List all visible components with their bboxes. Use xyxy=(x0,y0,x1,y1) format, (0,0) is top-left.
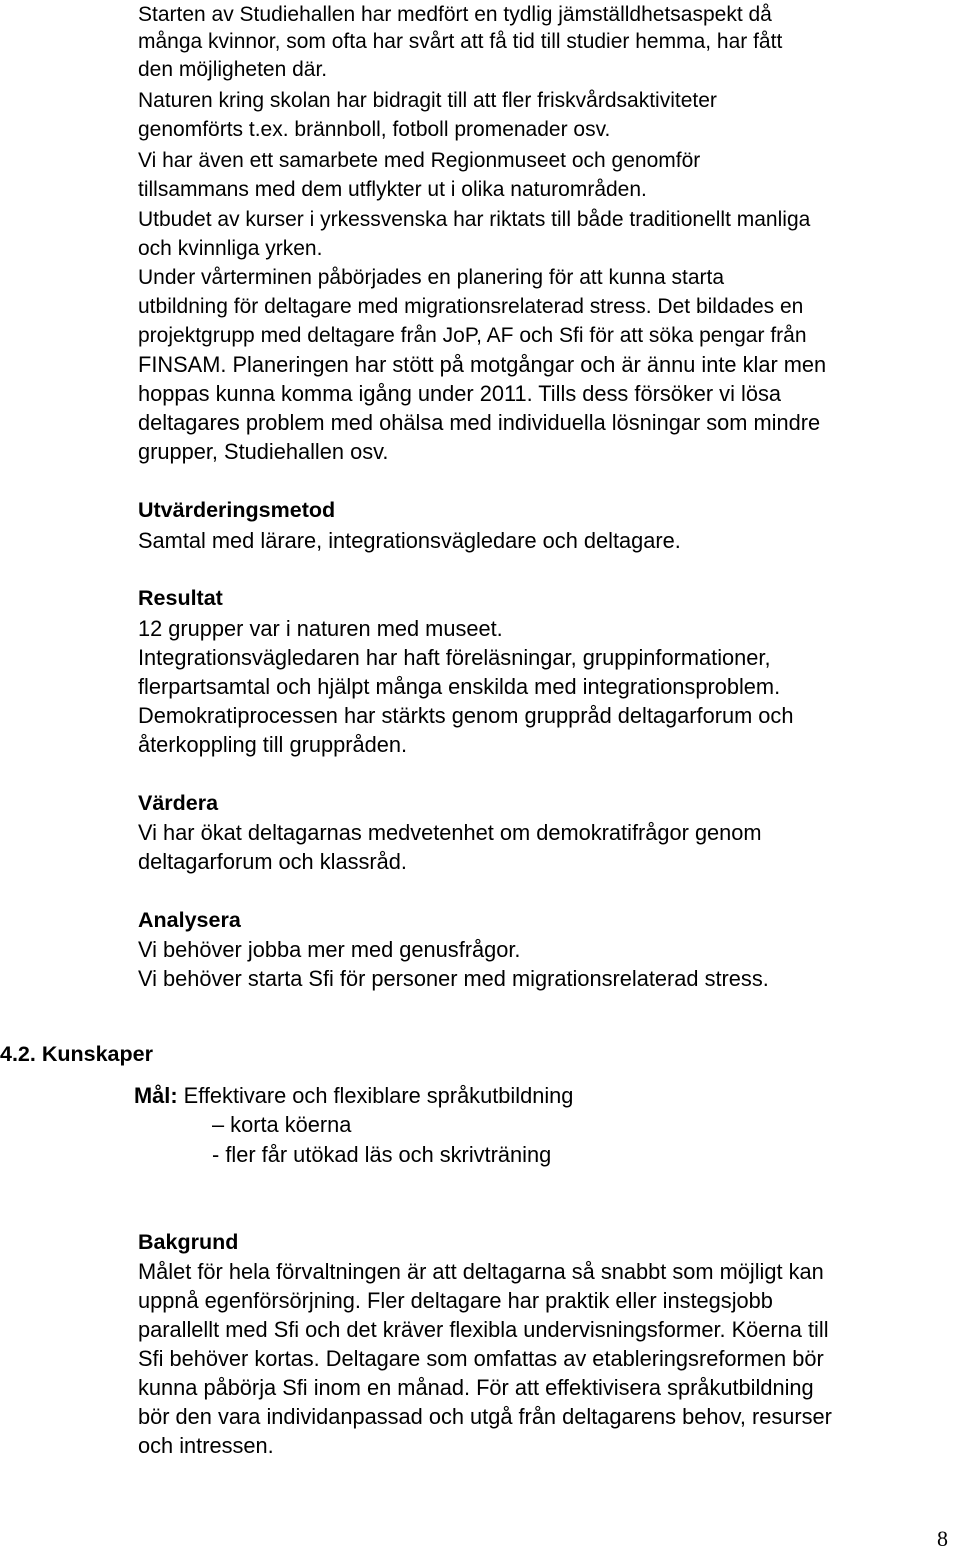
text-line: Demokratiprocessen har stärkts genom gruppråd deltagarforum och xyxy=(138,703,794,728)
text-line: Naturen kring skolan har bidragit till att fler friskvårdsaktiviteter xyxy=(138,89,717,112)
section-heading: Resultat xyxy=(138,586,223,610)
text-line: återkoppling till gruppråden. xyxy=(138,732,408,757)
text-line: parallellt med Sfi och det kräver flexibla undervisningsformer. Köerna till xyxy=(138,1317,829,1342)
text-line: Utbudet av kurser i yrkessvenska har riktats till både traditionellt manliga xyxy=(138,208,811,231)
goal-line xyxy=(134,1081,573,1110)
text-line: Starten av Studiehallen har medfört en tydlig jämställdhetsaspekt då xyxy=(138,3,772,26)
text-line: uppnå egenförsörjning. Fler deltagare har praktik eller instegsjobb xyxy=(138,1288,773,1313)
text-line: många kvinnor, som ofta har svårt att få tid till studier hemma, har fått xyxy=(138,30,783,53)
section-heading: Bakgrund xyxy=(138,1230,239,1254)
section-heading: Utvärderingsmetod xyxy=(138,498,336,522)
text-line: FINSAM. Planeringen har stött på motgångar och är ännu inte klar men xyxy=(138,352,827,377)
text-line: Vi behöver starta Sfi för personer med migrationsrelaterad stress. xyxy=(138,966,769,991)
text-line: Vi behöver jobba mer med genusfrågor. xyxy=(138,937,521,962)
text-line: Samtal med lärare, integrationsvägledare och deltagare. xyxy=(138,528,681,553)
text-line: och intressen. xyxy=(138,1433,274,1458)
text-line: och kvinnliga yrken. xyxy=(138,237,323,260)
page-number: 8 xyxy=(937,1526,948,1551)
text-line: projektgrupp med deltagare från JoP, AF och Sfi för att söka pengar från xyxy=(138,324,807,347)
text-line: tillsammans med dem utflykter ut i olika naturområden. xyxy=(138,178,647,201)
text-line: hoppas kunna komma igång under 2011. Tills dess försöker vi lösa xyxy=(138,381,781,406)
text-line: Vi har även ett samarbete med Regionmuseet och genomför xyxy=(138,149,701,172)
text-line: deltagares problem med ohälsa med individuella lösningar som mindre xyxy=(138,410,821,435)
goal-text: Effektivare och flexiblare språkutbildning xyxy=(177,1083,574,1108)
goal-label: Mål: xyxy=(134,1083,178,1108)
text-line: Integrationsvägledaren har haft föreläsningar, gruppinformationer, xyxy=(138,645,771,670)
chapter-heading: 4.2. Kunskaper xyxy=(0,1041,153,1066)
goal-item: – korta köerna xyxy=(212,1112,352,1137)
text-line: utbildning för deltagare med migrationsrelaterad stress. Det bildades en xyxy=(138,295,804,318)
text-line: flerpartsamtal och hjälpt många enskilda med integrationsproblem. xyxy=(138,674,781,699)
text-line: genomförts t.ex. brännboll, fotboll promenader osv. xyxy=(138,118,611,141)
section-heading: Värdera xyxy=(138,791,219,815)
text-line: deltagarforum och klassråd. xyxy=(138,849,407,874)
section-heading: Analysera xyxy=(138,908,241,932)
text-line: Målet för hela förvaltningen är att deltagarna så snabbt som möjligt kan xyxy=(138,1259,824,1284)
text-line: bör den vara individanpassad och utgå från deltagarens behov, resurser xyxy=(138,1404,832,1429)
goal-item: - fler får utökad läs och skrivträning xyxy=(212,1142,552,1167)
text-line: Sfi behöver kortas. Deltagare som omfattas av etableringsreformen bör xyxy=(138,1346,824,1371)
text-line: grupper, Studiehallen osv. xyxy=(138,439,389,464)
text-line: kunna påbörja Sfi inom en månad. För att effektivisera språkutbildning xyxy=(138,1375,814,1400)
text-line: 12 grupper var i naturen med museet. xyxy=(138,616,503,641)
text-line: Vi har ökat deltagarnas medvetenhet om demokratifrågor genom xyxy=(138,820,762,845)
text-line: Under vårterminen påbörjades en planering för att kunna starta xyxy=(138,266,725,289)
text-line: den möjligheten där. xyxy=(138,58,328,81)
